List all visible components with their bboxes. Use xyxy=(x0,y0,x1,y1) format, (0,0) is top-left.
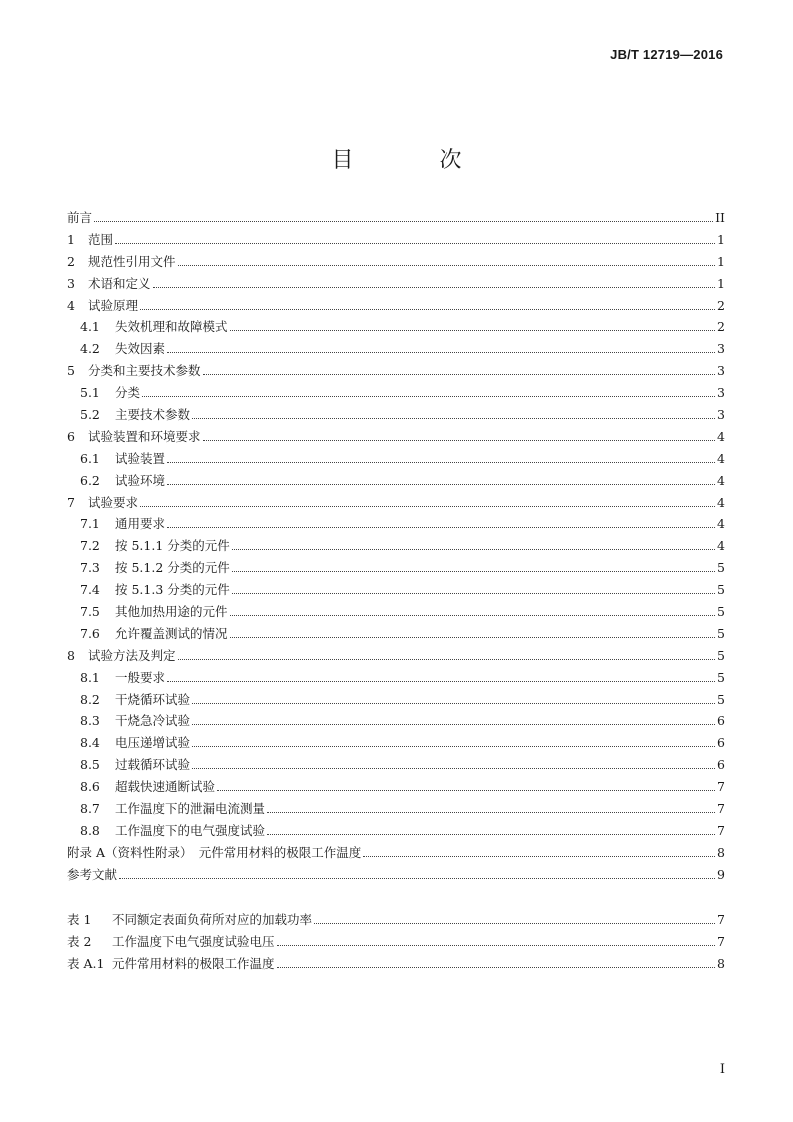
toc-entry-label: 干烧循环试验 xyxy=(115,691,191,707)
toc-entry-number: 7.3 xyxy=(80,560,100,576)
toc-entry-label: 失效机理和故障模式 xyxy=(115,319,228,335)
toc-entry[interactable] xyxy=(67,864,725,886)
toc-entry-label: 按 5.1.3 分类的元件 xyxy=(115,582,230,598)
toc-page-number: 9 xyxy=(717,866,725,882)
toc-page-number: 3 xyxy=(717,341,725,357)
dot-leader xyxy=(267,811,715,813)
toc-entry-number: 8.1 xyxy=(80,669,100,685)
toc-entry[interactable] xyxy=(67,842,725,864)
toc-entry-number: 5.2 xyxy=(80,407,100,423)
toc-entry[interactable] xyxy=(67,448,725,470)
toc-page-number: 6 xyxy=(717,735,725,751)
toc-entry[interactable] xyxy=(67,645,725,667)
dot-leader xyxy=(232,592,715,594)
toc-page-number: 4 xyxy=(717,538,725,554)
dot-leader xyxy=(167,461,715,463)
toc-entry-number: 8.7 xyxy=(80,801,100,817)
toc-entry-number: 3 xyxy=(67,275,75,291)
dot-leader xyxy=(230,636,716,638)
toc-entry-number: 8.5 xyxy=(80,757,100,773)
dot-leader xyxy=(192,745,715,747)
toc-entry[interactable] xyxy=(67,470,725,492)
toc-entry[interactable] xyxy=(67,295,725,317)
toc-page-number: 1 xyxy=(717,253,725,269)
toc-entry[interactable] xyxy=(67,513,725,535)
dot-leader xyxy=(232,570,715,572)
toc-entry[interactable] xyxy=(67,579,725,601)
dot-leader xyxy=(167,351,715,353)
toc-entry[interactable] xyxy=(67,557,725,579)
toc-page-number: 4 xyxy=(717,472,725,488)
toc-entry-number: 6 xyxy=(67,428,75,444)
toc-entry-label: 超载快速通断试验 xyxy=(115,779,216,795)
table-list-item[interactable] xyxy=(67,953,725,975)
toc-entry-label: 分类 xyxy=(115,385,141,401)
toc-entry[interactable] xyxy=(67,426,725,448)
toc-page-number: 4 xyxy=(717,516,725,532)
table-title: 元件常用材料的极限工作温度 xyxy=(112,955,275,971)
toc-entry-number: 1 xyxy=(67,231,75,247)
dot-leader xyxy=(192,417,715,419)
toc-page-number: 8 xyxy=(717,844,725,860)
toc-entry[interactable] xyxy=(67,207,725,229)
toc-entry-number: 7.6 xyxy=(80,625,100,641)
dot-leader xyxy=(178,658,716,660)
toc-entry-number: 8.2 xyxy=(80,691,100,707)
dot-leader xyxy=(167,483,715,485)
dot-leader xyxy=(167,526,715,528)
table-title: 工作温度下电气强度试验电压 xyxy=(112,933,275,949)
toc-page-number: II xyxy=(715,210,725,225)
toc-page-number: 1 xyxy=(717,231,725,247)
toc-entry-label: 工作温度下的泄漏电流测量 xyxy=(115,801,266,817)
toc-entry[interactable] xyxy=(67,732,725,754)
list-of-tables xyxy=(67,909,725,975)
table-list-item[interactable] xyxy=(67,909,725,931)
toc-page-number: 5 xyxy=(717,691,725,707)
toc-page-number: 3 xyxy=(717,385,725,401)
toc-entry-label: 前言 xyxy=(67,210,93,225)
toc-entry-number: 2 xyxy=(67,253,75,269)
toc-entry-label: 术语和定义 xyxy=(88,275,151,291)
toc-entry-number: 7.4 xyxy=(80,582,100,598)
toc-page-number: 5 xyxy=(717,647,725,663)
toc-page-number: 8 xyxy=(717,955,725,971)
toc-entry-label: 分类和主要技术参数 xyxy=(88,363,201,379)
dot-leader xyxy=(203,373,716,375)
toc-entry[interactable] xyxy=(67,273,725,295)
dot-leader xyxy=(178,264,716,266)
toc-page-number: 4 xyxy=(717,428,725,444)
toc-entry-label: 参考文献 xyxy=(67,866,118,882)
dot-leader xyxy=(192,702,715,704)
toc-page-number: 5 xyxy=(717,669,725,685)
toc-entry-number: 7.5 xyxy=(80,604,100,620)
toc-entry[interactable] xyxy=(67,492,725,514)
table-title: 不同额定表面负荷所对应的加载功率 xyxy=(112,912,313,927)
toc-entry[interactable] xyxy=(67,535,725,557)
dot-leader xyxy=(363,855,715,857)
toc-page-number: 3 xyxy=(717,407,725,423)
toc-entry-number: 4.2 xyxy=(80,341,100,357)
toc-entry-number: 8 xyxy=(67,647,75,663)
toc-page-number: 1 xyxy=(717,275,725,291)
toc-entry[interactable] xyxy=(67,798,725,820)
toc-page-number: 4 xyxy=(717,494,725,510)
toc-entry-label: 按 5.1.2 分类的元件 xyxy=(115,560,230,576)
toc-entry[interactable] xyxy=(67,316,725,338)
toc-entry-label: 试验要求 xyxy=(88,494,139,510)
toc-entry-number: 8.4 xyxy=(80,735,100,751)
toc-entry-label: 工作温度下的电气强度试验 xyxy=(115,822,266,838)
toc-entry[interactable] xyxy=(67,689,725,711)
dot-leader xyxy=(267,833,715,835)
toc-page-number: 5 xyxy=(717,582,725,598)
toc-entry-label: 一般要求 xyxy=(115,669,166,685)
toc-entry-label: 失效因素 xyxy=(115,341,166,357)
toc-entry[interactable] xyxy=(67,667,725,689)
toc-entry[interactable] xyxy=(67,251,725,273)
toc-entry-label: 其他加热用途的元件 xyxy=(115,604,228,620)
toc-entry[interactable] xyxy=(67,820,725,842)
toc-entry-label: 试验装置 xyxy=(115,450,166,466)
standard-code: JB/T 12719—2016 xyxy=(610,47,723,62)
dot-leader xyxy=(140,308,715,310)
toc-entry-number: 4 xyxy=(67,297,75,313)
toc-entry-number: 7.2 xyxy=(80,538,100,554)
toc-entry-label: 附录 A（资料性附录） 元件常用材料的极限工作温度 xyxy=(67,844,362,860)
toc-page-number: 2 xyxy=(717,297,725,313)
toc-entry-number: 7 xyxy=(67,494,75,510)
dot-leader xyxy=(230,329,716,331)
toc-entry-number: 5 xyxy=(67,363,75,379)
toc-entry[interactable] xyxy=(67,754,725,776)
toc-entry[interactable] xyxy=(67,710,725,732)
toc-page-number: 5 xyxy=(717,560,725,576)
dot-leader xyxy=(119,877,715,879)
dot-leader xyxy=(153,286,716,288)
toc-entry[interactable] xyxy=(67,360,725,382)
page-title: 目 次 xyxy=(331,148,494,173)
table-number: 表 2 xyxy=(67,933,92,949)
toc-entry[interactable] xyxy=(67,382,725,404)
toc-entry-number: 6.1 xyxy=(80,450,100,466)
toc-entry[interactable] xyxy=(67,776,725,798)
toc-page-number: 7 xyxy=(717,933,725,949)
dot-leader xyxy=(140,505,715,507)
toc-entry-label: 规范性引用文件 xyxy=(88,253,176,269)
toc-entry-label: 试验环境 xyxy=(115,472,166,488)
toc-entry[interactable] xyxy=(67,338,725,360)
dot-leader xyxy=(192,723,715,725)
toc-entry-label: 通用要求 xyxy=(115,516,166,532)
dot-leader xyxy=(203,439,716,441)
toc-entry[interactable] xyxy=(67,404,725,426)
table-number: 表 1 xyxy=(67,912,92,927)
toc-entry-label: 电压递增试验 xyxy=(115,735,191,751)
toc-entry[interactable] xyxy=(67,229,725,251)
toc-page-number: 7 xyxy=(717,822,725,838)
toc-page-number: 3 xyxy=(717,363,725,379)
toc-page-number: 6 xyxy=(717,713,725,729)
toc-entry[interactable] xyxy=(67,623,725,645)
toc-entry-number: 8.6 xyxy=(80,779,100,795)
dot-leader xyxy=(277,966,716,968)
table-of-contents xyxy=(67,207,725,886)
toc-entry-number: 6.2 xyxy=(80,472,100,488)
toc-entry-label: 主要技术参数 xyxy=(115,407,191,423)
toc-entry-label: 试验方法及判定 xyxy=(88,647,176,663)
toc-entry-label: 过载循环试验 xyxy=(115,757,191,773)
toc-entry-label: 试验装置和环境要求 xyxy=(88,428,201,444)
table-number: 表 A.1 xyxy=(67,955,105,971)
toc-entry[interactable] xyxy=(67,601,725,623)
page-number: I xyxy=(719,1062,725,1077)
dot-leader xyxy=(277,944,716,946)
toc-entry-label: 允许覆盖测试的情况 xyxy=(115,625,228,641)
toc-entry-label: 按 5.1.1 分类的元件 xyxy=(115,538,230,554)
dot-leader xyxy=(192,767,715,769)
toc-entry-number: 7.1 xyxy=(80,516,100,532)
toc-entry-label: 试验原理 xyxy=(88,297,139,313)
table-list-item[interactable] xyxy=(67,931,725,953)
toc-entry-number: 5.1 xyxy=(80,385,100,401)
dot-leader xyxy=(217,789,715,791)
toc-entry-number: 8.8 xyxy=(80,822,100,838)
toc-page-number: 7 xyxy=(717,779,725,795)
dot-leader xyxy=(167,680,715,682)
toc-entry-label: 干烧急冷试验 xyxy=(115,713,191,729)
toc-page-number: 2 xyxy=(717,319,725,335)
dot-leader xyxy=(142,395,715,397)
dot-leader xyxy=(115,242,715,244)
dot-leader xyxy=(314,922,715,924)
toc-page-number: 5 xyxy=(717,625,725,641)
dot-leader xyxy=(232,548,715,550)
toc-page-number: 7 xyxy=(717,912,725,927)
dot-leader xyxy=(230,614,716,616)
toc-entry-number: 8.3 xyxy=(80,713,100,729)
toc-entry-label: 范围 xyxy=(88,231,114,247)
toc-page-number: 5 xyxy=(717,604,725,620)
dot-leader xyxy=(94,220,713,222)
toc-page-number: 4 xyxy=(717,450,725,466)
toc-page-number: 6 xyxy=(717,757,725,773)
toc-page-number: 7 xyxy=(717,801,725,817)
toc-entry-number: 4.1 xyxy=(80,319,100,335)
